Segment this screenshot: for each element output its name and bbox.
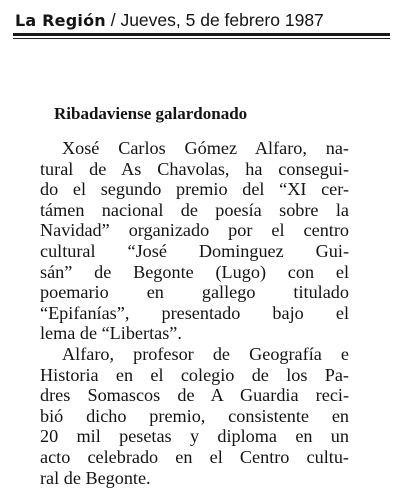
article-line: cultural “José Dominguez Gui-: [40, 240, 349, 261]
publication-date: / Jueves, 5 de febrero 1987: [105, 10, 324, 30]
article-line: Xosé Carlos Gómez Alfaro, na-: [62, 138, 349, 158]
article-line: Alfaro, profesor de Geografía e: [62, 343, 349, 364]
article-headline: Ribadaviense galardonado: [54, 104, 248, 123]
article-line: do el segundo premio del “XI cer-: [40, 179, 349, 200]
article-line: acto celebrado en el Centro cultu-: [40, 446, 349, 467]
newspaper-name: La Región: [15, 11, 106, 30]
article-line: támen nacional de poesía sobre la: [40, 199, 349, 220]
article-line: ral de Begonte.: [40, 467, 151, 488]
article-body: [40, 138, 349, 488]
article-line: “Epifanías”, presentado bajo el: [40, 302, 349, 323]
article-line: Navidad” organizado por el centro: [40, 220, 349, 241]
article-line: dres Somascos de A Guardia reci-: [40, 385, 349, 406]
masthead: [15, 9, 390, 32]
article-line: tural de As Chavolas, ha consegui-: [40, 158, 349, 179]
article-line: poemario en gallego titulado: [40, 282, 349, 303]
masthead-rule-thick: [13, 33, 390, 36]
masthead-rule-thin: [13, 38, 390, 39]
article-line: 20 mil pesetas y diploma en un: [40, 426, 349, 447]
article-line: bió dicho premio, consistente en: [40, 405, 349, 426]
article-line: sán” de Begonte (Lugo) con el: [40, 261, 349, 282]
article-line: lema de “Libertas”.: [40, 323, 182, 344]
article-line: Historia en el colegio de los Pa-: [40, 364, 349, 385]
